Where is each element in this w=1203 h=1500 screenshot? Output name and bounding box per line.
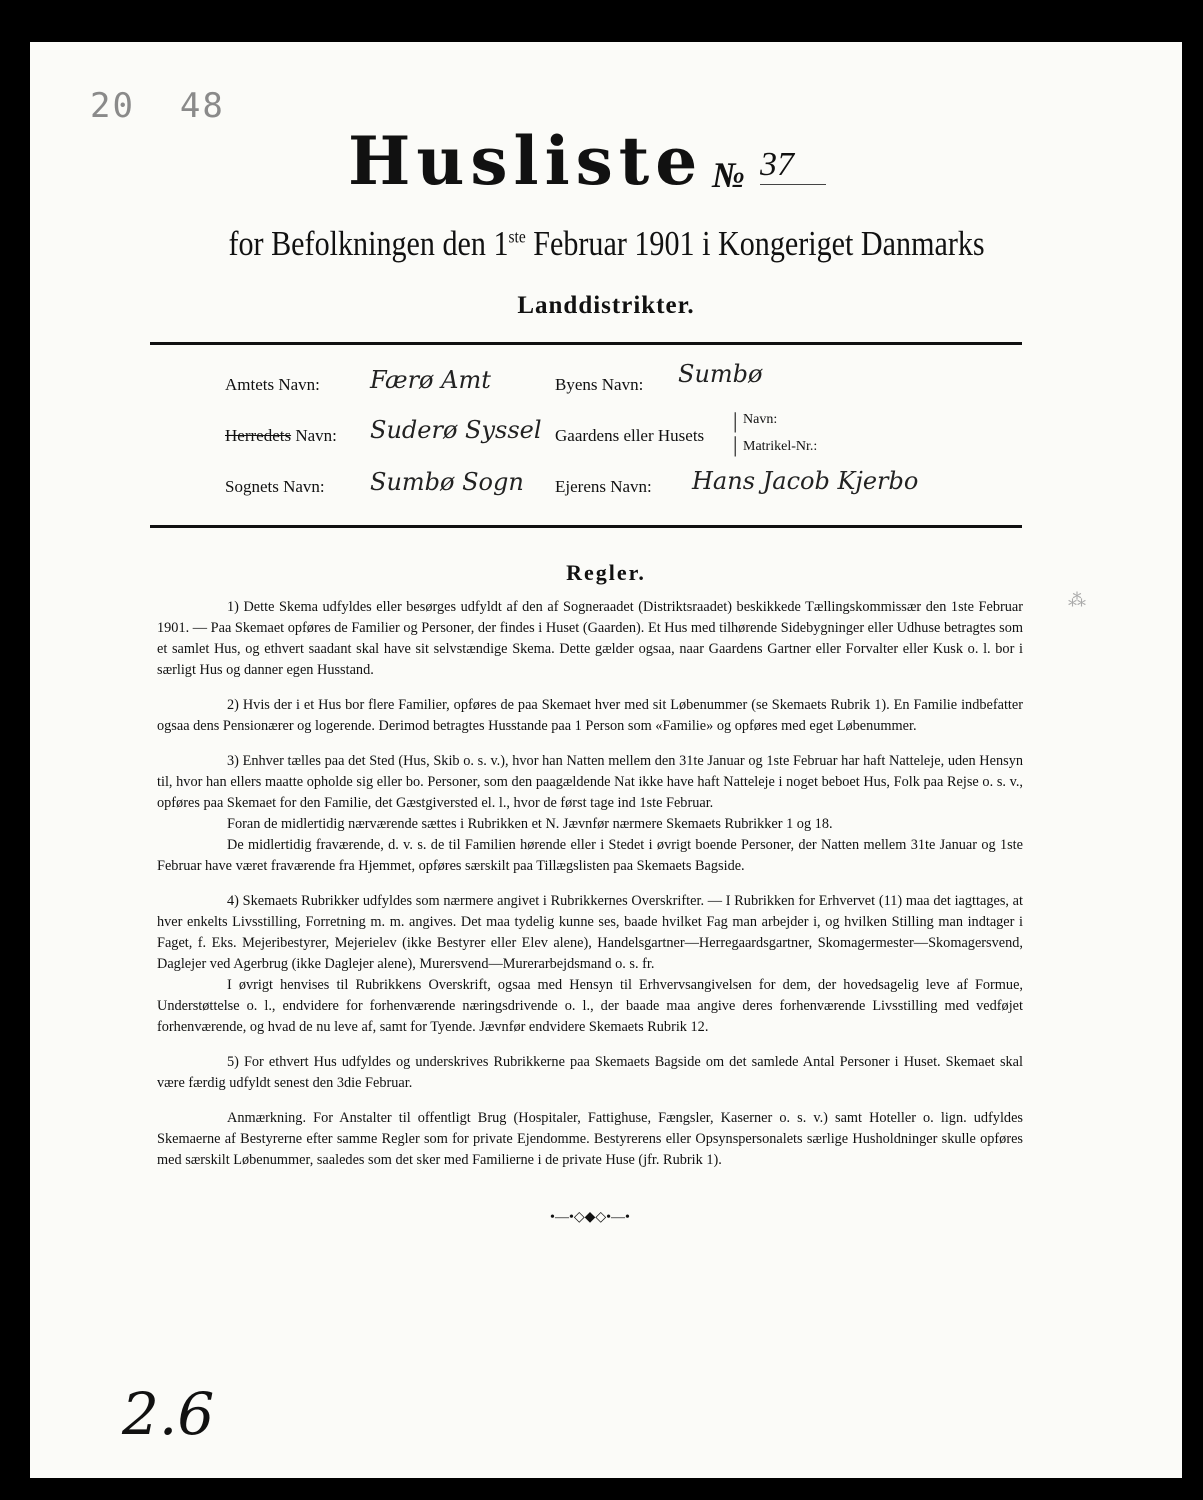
herred-value: Suderø Syssel — [370, 416, 542, 444]
form-title: Husliste — [348, 122, 704, 200]
rule-5: 5) For ethvert Hus udfyldes og underskrives Rubrikkerne paa Skemaets Bagside om det samlede Antal Personer i Huset. Skemaet skal være færdig udfyldt senest den 3die Februar. — [157, 1054, 1023, 1091]
amt-value: Færø Amt — [370, 366, 491, 394]
by-label: Byens Navn: — [555, 375, 644, 394]
district-heading: Landdistrikter. — [517, 292, 695, 319]
sogn-label: Sognets Navn: — [225, 477, 325, 496]
herred-label-rest: Navn: — [291, 426, 337, 445]
gaard-brace: | — [733, 408, 738, 433]
ornament: •—•◇◆◇•—• — [550, 1210, 630, 1225]
number-prefix: № — [712, 155, 745, 195]
gaard-brace-2: | — [733, 432, 738, 457]
amt-label: Amtets Navn: — [225, 375, 320, 394]
herred-label-struck: Herredets — [225, 426, 292, 445]
rule-4-note: I øvrigt henvises til Rubrikkens Overskrift, ogsaa med Hensyn til Erhvervsangivelsen for dem, der hovedsagelig leve af Formue, Understøttelse o. l., endvidere for forhenværende næringsdrivende o. l., der baade maa angive deres forhenværende Livsstilling med vedføjet forhenværende, og hvad de nu leve af, samt for Tyende. Jævnfør endvidere Skemaets Rubrik 12. — [157, 977, 1023, 1035]
form-subtitle — [111, 224, 1102, 264]
ejer-value: Hans Jacob Kjerbo — [692, 467, 919, 495]
rule-2: 2) Hvis der i et Hus bor flere Familier, opføres de paa Skemaet hver med sit Løbenummer (se Skemaets Rubrik 1). En Familie indbefatter ogsaa dens Pensionærer og logerende. Derimod betragtes Husstande paa 1 Person som «Familie» og opføres med eget Løbenummer. — [157, 697, 1023, 734]
rule-3-note-b: De midlertidig fraværende, d. v. s. de til Familien hørende eller i Stedet i øvrigt boende Personer, der Natten mellem 31te Januar og 1ste Februar have været fraværende fra Hjemmet, opføres særskilt paa Tillægslisten paa Skemaets Bagside. — [157, 837, 1023, 874]
rules-heading: Regler. — [566, 560, 646, 585]
subtitle-pre: for Befolkningen den 1 — [228, 224, 509, 263]
handwritten-page-number: 2.6 — [122, 1380, 215, 1448]
margin-mark: ⁂ — [1068, 590, 1086, 610]
gaard-label: Gaardens eller Husets — [555, 426, 705, 445]
ejer-label: Ejerens Navn: — [555, 477, 652, 496]
gaard-matrikel-label: Matrikel-Nr.: — [743, 439, 818, 454]
herred-label — [225, 426, 337, 446]
archive-stamp: 20 48 — [90, 86, 225, 126]
subtitle-sup: ste — [508, 226, 526, 247]
divider-top — [150, 342, 1022, 345]
gaard-navn-label: Navn: — [743, 412, 778, 427]
subtitle-post: Februar 1901 i Kongeriget Danmarks — [525, 224, 985, 263]
list-number-handwritten: 37 — [760, 146, 826, 185]
rule-3: 3) Enhver tælles paa det Sted (Hus, Skib o. s. v.), hvor han Natten mellem den 31te Januar og 1ste Februar har haft Natteleje, uden Hensyn til, hvor han ellers maatte opholde sig eller bo. Personer, som den paagældende Nat ikke have haft Natteleje i noget beboet Hus, Folk paa Rejse o. s. v., opføres paa Skemaet for den Familie, det Gæstgiversted el. l., hvor de først tage ind 1ste Februar. — [157, 753, 1023, 811]
rules-body — [157, 597, 1023, 1228]
census-form-page — [30, 42, 1182, 1478]
by-value: Sumbø — [678, 360, 763, 388]
rule-1: 1) Dette Skema udfyldes eller besørges udfyldt af den af Sogneraadet (Distriktsraadet) beskikkede Tællingskommissær den 1ste Februar 1901. — Paa Skemaet opføres de Familier og Personer, der findes i Huset (Gaarden). Et Hus med tilhørende Sidebygninger eller Udhuse betragtes som et samlet Hus, og ethvert saadant skal have sit selvstændige Skema. Dette gælder ogsaa, naar Gaardens Gartner eller Forvalter eller Kusk o. l. bor i særligt Hus og danner egen Husstand. — [157, 599, 1023, 678]
rule-3-note-a: Foran de midlertidig nærværende sættes i Rubrikken et N. Jævnfør nærmere Skemaets Rubrikker 1 og 18. — [227, 816, 833, 832]
sogn-value: Sumbø Sogn — [370, 468, 524, 496]
divider-bottom — [150, 525, 1022, 528]
rule-4: 4) Skemaets Rubrikker udfyldes som nærmere angivet i Rubrikkernes Overskrifter. — I Rubrikken for Erhvervet (11) maa det iagttages, at hver enkelts Livsstilling, Forretning m. m. angives. Det maa tydelig kunne ses, baade hvilket Fag man arbejder i, og hvilken Stilling man indtager i Faget, f. Eks. Mejeribestyrer, Mejerielev (ikke Bestyrer eller Elev alene), Handelsgartner—Herregaardsgartner, Skomagermester—Skomagersvend, Daglejer ved Agerbrug (ikke Daglejer alene), Murersvend—Murerarbejdsmand o. s. fr. — [157, 893, 1023, 972]
rule-note: Anmærkning. For Anstalter til offentligt Brug (Hospitaler, Fattighuse, Fængsler, Kaserner o. s. v.) samt Hoteller o. lign. udfyldes Skemaerne af Bestyrerne efter samme Regler som for private Ejendomme. Bestyrerens eller Opsynspersonalets særlige Husholdninger skulle opføres med særskilt Løbenummer, saaledes som det sker med Familierne i de private Huse (jfr. Rubrik 1). — [157, 1110, 1023, 1168]
